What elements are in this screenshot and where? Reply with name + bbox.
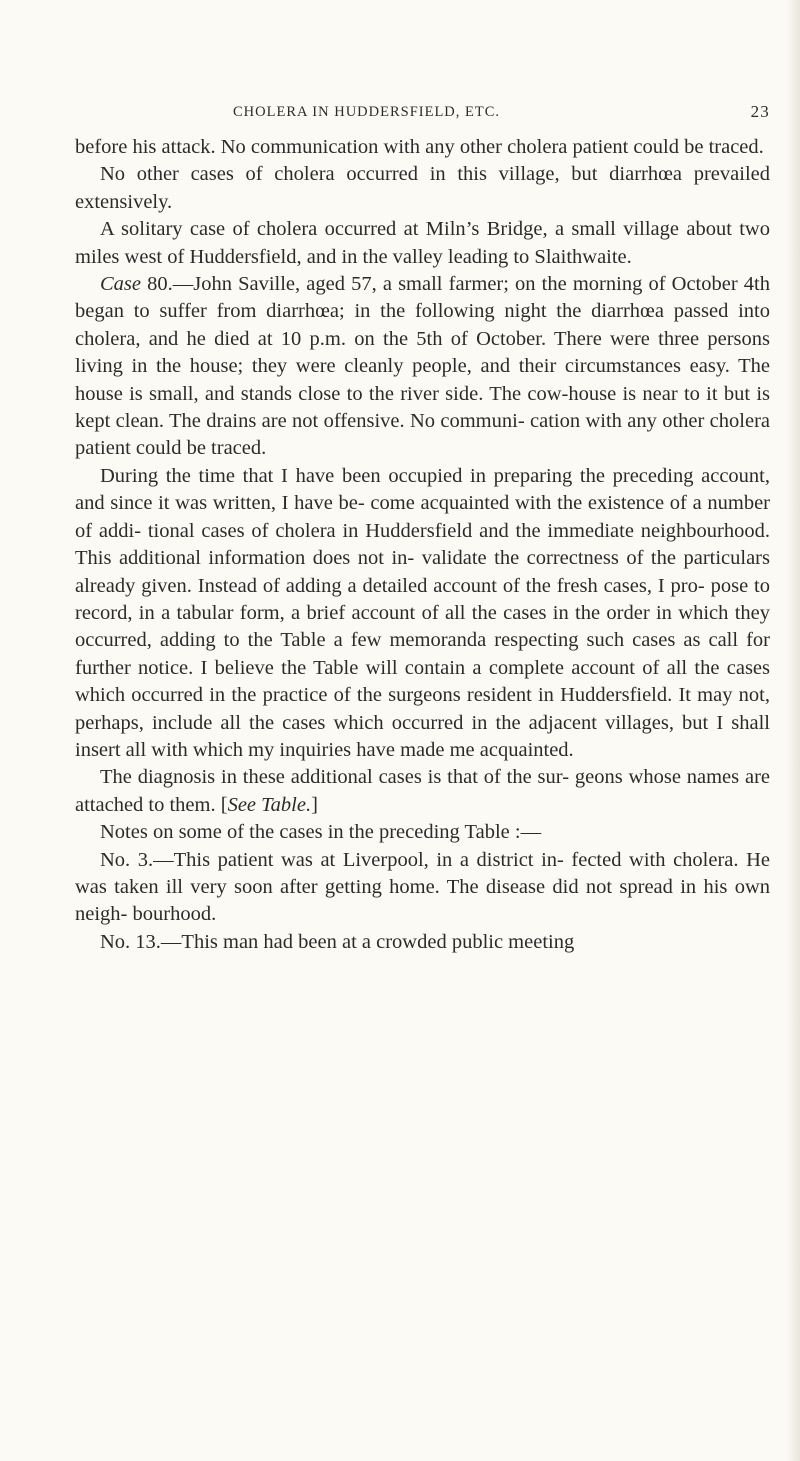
text-run: No. 3.—This patient was at Liverpool, in a district in- fected with cholera. He was taken ill very soon after getting home. The disease did not spread in his own neigh- bourhood.	[75, 848, 770, 926]
paragraph	[75, 847, 770, 929]
text-run: No. 13.—This man had been at a crowded public meeting	[100, 930, 575, 953]
running-head	[75, 96, 770, 126]
body-text	[75, 134, 770, 956]
text-run: The diagnosis in these additional cases is that of the sur- geons whose names are attached to them. [	[75, 766, 770, 816]
paragraph	[75, 929, 770, 956]
running-head-title: CHOLERA IN HUDDERSFIELD, ETC.	[233, 104, 501, 120]
text-run: ]	[311, 793, 318, 816]
paragraph	[75, 463, 770, 764]
text-run: 80.—John Saville, aged 57, a small farmer; on the morning of October 4th began to suffer from diarrhœa; in the following night the diarrhœa passed into cholera, and he died at 10 p.m. on the 5th of October. There were three persons living in the house; they were cleanly people, and their circumstances easy. The house is small, and stands close to the river side. The cow-house is near to it but is kept clean. The drains are not offensive. No communi- cation with any other cholera patient could be traced.	[75, 273, 770, 460]
book-page	[75, 96, 770, 956]
case-label: Case	[100, 273, 141, 296]
paragraph	[75, 271, 770, 463]
paragraph	[75, 161, 770, 216]
paragraph	[75, 819, 770, 846]
text-run: During the time that I have been occupied in preparing the preceding account, and since it was written, I have be- come acquainted with the existence of a number of addi- tional cases of cholera in Huddersfield and the immediate neighbourhood. This additional information does not in- validate the correctness of the particulars already given. Instead of adding a detailed account of the fresh cases, I pro- pose to record, in a tabular form, a brief account of all the cases in the order in which they occurred, adding to the Table a few memoranda respecting such cases as call for further notice. I believe the Table will contain a complete account of all the cases which occurred in the practice of the surgeons resident in Huddersfield. It may not, perhaps, include all the cases which occurred in the adjacent villages, but I shall insert all with which my inquiries have made me acquainted.	[75, 464, 770, 761]
page-edge-shadow	[786, 0, 800, 1461]
table-reference: See Table.	[227, 793, 312, 816]
page-number: 23	[750, 102, 770, 121]
text-run: No other cases of cholera occurred in this village, but diarrhœa prevailed extensively.	[75, 163, 770, 213]
text-run: before his attack. No communication with any other cholera patient could be traced.	[75, 136, 764, 158]
text-run: A solitary case of cholera occurred at Miln’s Bridge, a small village about two miles west of Huddersfield, and in the valley leading to Slaithwaite.	[75, 218, 770, 268]
paragraph	[75, 216, 770, 271]
text-run: Notes on some of the cases in the preceding Table :—	[100, 821, 542, 844]
paragraph	[75, 764, 770, 819]
paragraph	[75, 134, 770, 161]
